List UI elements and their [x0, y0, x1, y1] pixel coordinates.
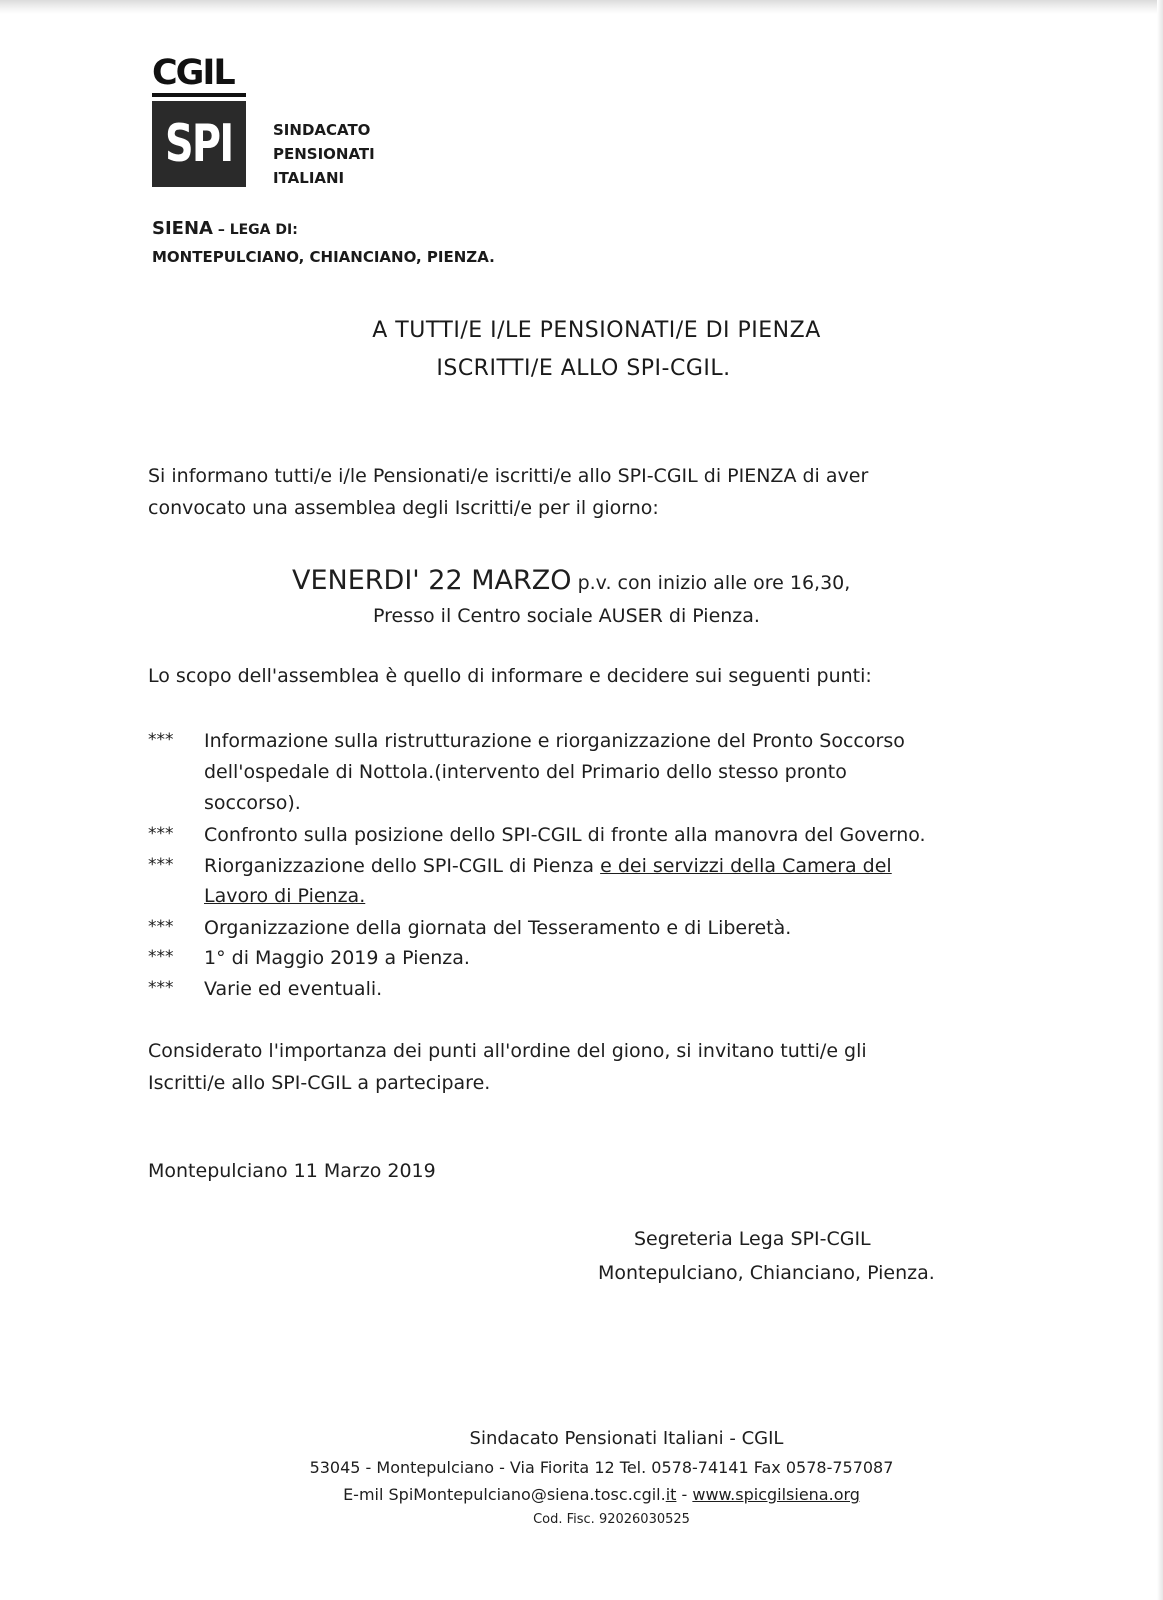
- meeting-place: Presso il Centro sociale AUSER di Pienza.: [373, 605, 760, 627]
- purpose-line: Lo scopo dell'assemblea è quello di informare e decidere sui seguenti punti:: [148, 665, 872, 687]
- bullet-marker: ***: [148, 824, 174, 844]
- footer-website-link[interactable]: www.spicgilsiena.org: [692, 1485, 860, 1504]
- org-line-3: ITALIANI: [273, 169, 345, 187]
- intro-line-1: Si informano tutti/e i/le Pensionati/e iscritti/e allo SPI-CGIL di PIENZA di aver: [148, 465, 869, 487]
- footer-fiscal-code: Cod. Fisc. 92026030525: [533, 1512, 690, 1527]
- agenda-item-4: Organizzazione della giornata del Tesseramento e di Liberetà.: [204, 917, 792, 939]
- agenda-item-3-part-b: e dei servizzi della Camera del: [600, 855, 892, 877]
- org-line-1: SINDACATO: [273, 121, 371, 139]
- scan-edge: [0, 0, 1163, 14]
- agenda-item-3-line-1: [204, 855, 892, 877]
- branch-lega: – LEGA DI:: [212, 222, 298, 238]
- meeting-date: [292, 565, 850, 596]
- agenda-item-2: Confronto sulla posizione dello SPI-CGIL di fronte alla manovra del Governo.: [204, 824, 926, 846]
- scan-edge-right: [1157, 0, 1163, 1600]
- bullet-marker: ***: [148, 917, 174, 937]
- org-line-2: PENSIONATI: [273, 145, 375, 163]
- footer-email-tld: it: [665, 1485, 677, 1504]
- addressee-line-1: A TUTTI/E I/LE PENSIONATI/E DI PIENZA: [372, 318, 821, 343]
- agenda-item-3-part-a: Riorganizzazione dello SPI-CGIL di Pienza: [204, 855, 601, 877]
- bullet-marker: ***: [148, 855, 174, 875]
- logo-spi-text: SPI: [165, 114, 233, 174]
- footer-separator: -: [676, 1485, 693, 1504]
- footer-org: Sindacato Pensionati Italiani - CGIL: [469, 1428, 784, 1449]
- branch-heading: [152, 218, 298, 239]
- closing-line-1: Considerato l'importanza dei punti all'ordine del giono, si invitano tutti/e gli: [148, 1040, 867, 1062]
- branch-city: SIENA: [152, 218, 213, 239]
- agenda-item-3-line-2: Lavoro di Pienza.: [204, 885, 366, 907]
- agenda-item-5: 1° di Maggio 2019 a Pienza.: [204, 947, 470, 969]
- addressee-line-2: ISCRITTI/E ALLO SPI-CGIL.: [436, 356, 731, 381]
- meeting-day: VENERDI' 22 MARZO: [292, 565, 572, 596]
- signature-line-2: Montepulciano, Chianciano, Pienza.: [598, 1262, 935, 1284]
- logo-cgil-text: CGIL: [152, 53, 234, 93]
- agenda-item-1-line-1: Informazione sulla ristrutturazione e riorganizzazione del Pronto Soccorso: [204, 730, 905, 752]
- footer-email: E-mil SpiMontepulciano@siena.tosc.cgil.: [343, 1485, 666, 1504]
- bullet-marker: ***: [148, 730, 174, 750]
- closing-line-2: Iscritti/e allo SPI-CGIL a partecipare.: [148, 1072, 491, 1094]
- cgil-spi-logo: [152, 55, 246, 187]
- logo-divider: [152, 93, 246, 97]
- meeting-time: p.v. con inizio alle ore 16,30,: [571, 572, 851, 594]
- intro-line-2: convocato una assemblea degli Iscritti/e per il giorno:: [148, 497, 659, 519]
- footer-contacts: [0, 1485, 1163, 1504]
- bullet-marker: ***: [148, 947, 174, 967]
- branch-towns: MONTEPULCIANO, CHIANCIANO, PIENZA.: [152, 248, 495, 266]
- place-and-date: Montepulciano 11 Marzo 2019: [148, 1160, 436, 1182]
- footer-address: 53045 - Montepulciano - Via Fiorita 12 Tel. 0578-74141 Fax 0578-757087: [309, 1458, 894, 1477]
- agenda-item-1-line-2: dell'ospedale di Nottola.(intervento del Primario dello stesso pronto: [204, 761, 847, 783]
- agenda-item-6: Varie ed eventuali.: [204, 978, 383, 1000]
- bullet-marker: ***: [148, 978, 174, 998]
- agenda-item-1-line-3: soccorso).: [204, 792, 301, 814]
- logo-spi-box: [152, 101, 246, 187]
- signature-line-1: Segreteria Lega SPI-CGIL: [634, 1228, 871, 1250]
- org-name: [273, 118, 375, 190]
